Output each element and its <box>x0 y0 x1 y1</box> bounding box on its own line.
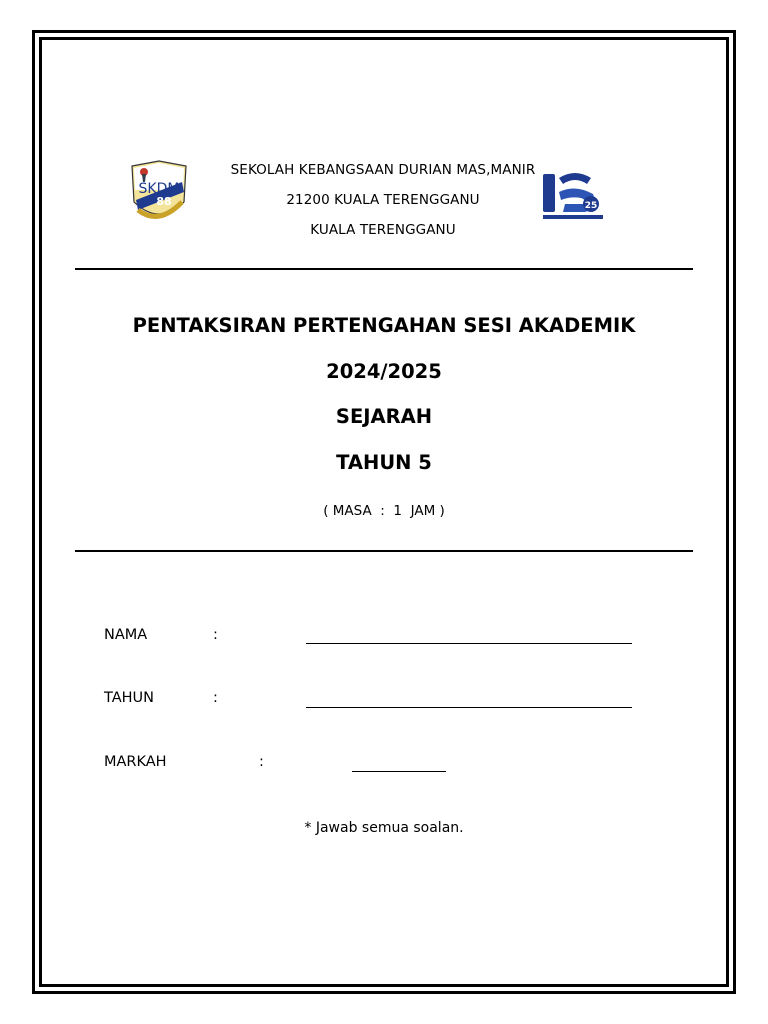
year-label: TAHUN <box>104 690 155 706</box>
title-divider <box>75 550 693 552</box>
year-colon: : <box>213 690 218 706</box>
mark-input-line[interactable] <box>352 771 446 772</box>
school-postcode-city: 21200 KUALA TERENGGANU <box>286 192 480 208</box>
name-colon: : <box>213 627 218 643</box>
school-crest-logo <box>128 160 190 228</box>
exam-year: TAHUN 5 <box>336 451 432 474</box>
crest-school-initials: SKDM <box>138 181 180 197</box>
name-label: NAMA <box>104 627 148 643</box>
exam-duration: ( MASA : 1 JAM ) <box>323 503 445 519</box>
exam-subject: SEJARAH <box>335 405 433 428</box>
crest-number: 88 <box>156 195 172 208</box>
mark-colon: : <box>259 754 264 770</box>
school-district: KUALA TERENGGANU <box>310 222 456 238</box>
exam-session: 2024/2025 <box>326 360 442 383</box>
header-divider <box>75 268 693 270</box>
name-input-line[interactable] <box>306 643 632 644</box>
exam-title: PENTAKSIRAN PERTENGAHAN SESI AKADEMIK <box>132 314 636 337</box>
year-input-line[interactable] <box>306 707 632 708</box>
anniversary-number: 25 <box>584 201 598 211</box>
mark-label: MARKAH <box>104 754 167 770</box>
instruction-note: * Jawab semua soalan. <box>304 820 464 836</box>
school-name: SEKOLAH KEBANGSAAN DURIAN MAS,MANIR <box>230 162 536 178</box>
anniversary-logo <box>541 168 605 222</box>
